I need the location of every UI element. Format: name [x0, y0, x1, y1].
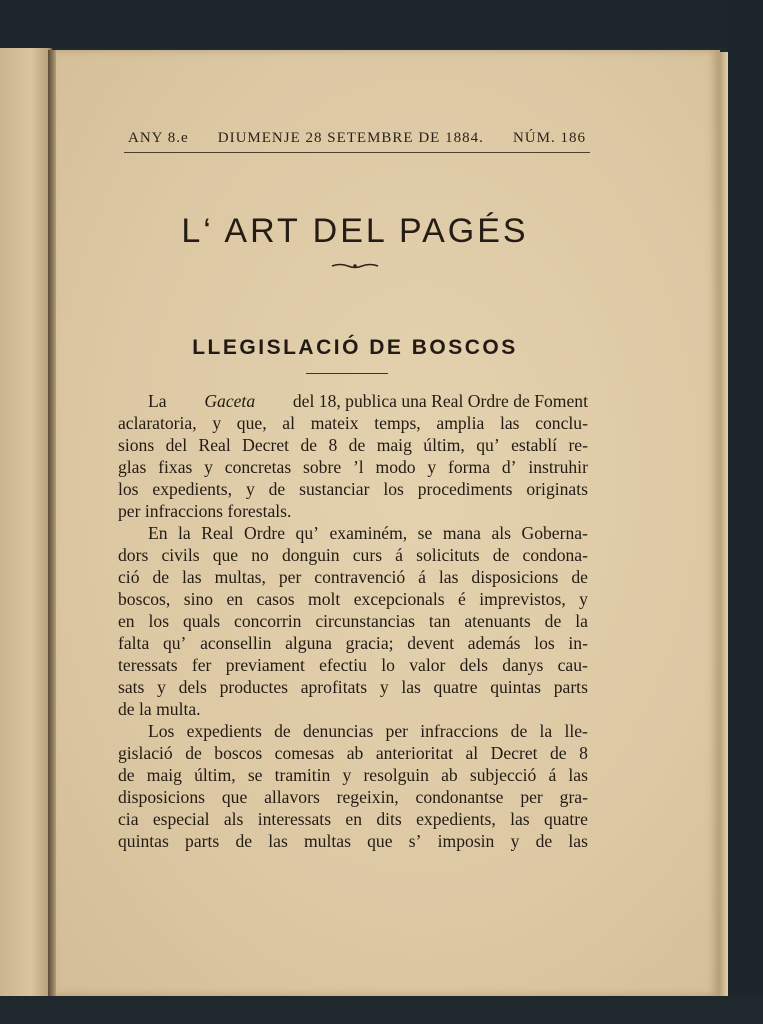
text-word: anterioritat — [375, 743, 453, 763]
text-word: falta — [118, 633, 150, 653]
text-word: los — [534, 633, 555, 653]
text-word: efectiu — [319, 655, 367, 675]
text-word: productes — [219, 677, 288, 697]
text-word: de — [535, 831, 553, 851]
text-word: per — [385, 721, 409, 741]
text-word: sino — [183, 589, 214, 609]
text-line — [118, 390, 588, 412]
running-header — [128, 130, 586, 147]
text-word: lo — [381, 655, 395, 675]
text-word: devent — [407, 633, 455, 653]
text-word: en — [345, 809, 362, 829]
text-word: además — [467, 633, 521, 653]
text-word: lle- — [564, 721, 588, 741]
text-word: contravenció — [314, 567, 406, 587]
text-line — [118, 786, 588, 808]
text-word: quintas — [490, 677, 542, 697]
text-word: teressats — [118, 655, 178, 675]
text-word: resolguin — [363, 765, 429, 785]
text-word: boscos — [214, 743, 263, 763]
issue-number: NÚM. 186 — [512, 130, 586, 146]
text-word: las — [401, 677, 421, 697]
text-word: ’l — [352, 457, 364, 477]
text-word: de — [510, 721, 528, 741]
text-word: aclaratoria, — [118, 413, 197, 433]
text-line — [118, 522, 588, 544]
text-word: de — [185, 743, 202, 763]
text-word: concretas — [224, 457, 292, 477]
text-word: disposicions — [471, 567, 559, 587]
section-rule — [306, 373, 388, 374]
text-word: y — [342, 765, 352, 785]
text-word: danys — [502, 655, 544, 675]
text-word: atenuants — [464, 611, 531, 631]
text-line — [118, 676, 588, 698]
text-word: casos — [256, 589, 295, 609]
text-word: dels — [178, 677, 207, 697]
text-word: que — [212, 545, 239, 565]
text-word: aprofitats — [300, 677, 368, 697]
text-word: denuncias — [302, 721, 374, 741]
text-word: y — [510, 831, 520, 851]
text-word: expedients, — [152, 479, 233, 499]
text-word: subjecció — [469, 765, 537, 785]
text-word: amplia — [436, 413, 485, 433]
text-word: previament — [225, 655, 305, 675]
text-line: per infraccions forestals. — [118, 501, 292, 521]
text-word: re- — [568, 435, 588, 455]
text-word: qu’ — [162, 633, 187, 653]
text-word: examiném, — [329, 523, 408, 543]
text-word: de — [268, 479, 286, 499]
text-word: quatre — [433, 677, 478, 697]
text-word: disposicions — [118, 787, 205, 807]
text-line — [118, 654, 588, 676]
text-word: y — [212, 413, 222, 433]
ornament-divider — [330, 260, 380, 272]
text-word: glas — [118, 457, 147, 477]
text-word: modo — [375, 457, 416, 477]
text-word: parts — [553, 677, 588, 697]
text-word: cau- — [557, 655, 588, 675]
text-word: excepcionals — [353, 589, 445, 609]
text-word: interessats — [257, 809, 332, 829]
text-word: 8 — [328, 435, 338, 455]
text-word: en — [118, 611, 135, 631]
section-title: LLEGISLACIÓ DE BOSCOS — [192, 336, 518, 359]
header-rule — [124, 152, 590, 153]
text-word: de — [571, 567, 588, 587]
text-word: per — [278, 567, 302, 587]
text-word: de — [152, 567, 170, 587]
text-word: d’ — [501, 457, 517, 477]
text-word: condona- — [522, 545, 588, 565]
text-word: la — [178, 523, 191, 543]
text-word: circunstancias — [315, 611, 415, 631]
text-word: imposin — [437, 831, 495, 851]
text-line — [118, 632, 588, 654]
text-line — [118, 412, 588, 434]
text-word: Los — [148, 721, 175, 741]
text-line — [118, 434, 588, 456]
text-line — [118, 742, 588, 764]
text-word: que — [221, 787, 248, 807]
text-word: ció — [118, 567, 140, 587]
text-word: los — [148, 611, 170, 631]
text-word: regeixin, — [336, 787, 399, 807]
text-word: ab — [441, 765, 458, 785]
text-word: curs — [352, 545, 383, 565]
text-word: dits — [376, 809, 402, 829]
text-word: que, — [236, 413, 267, 433]
text-word: parts — [185, 831, 220, 851]
text-word: civils — [161, 545, 200, 565]
text-word: gracia; — [345, 633, 394, 653]
text-word: y — [204, 457, 213, 477]
text-word: expedients — [186, 721, 262, 741]
text-word: aconsellin — [200, 633, 272, 653]
text-word: y — [427, 457, 437, 477]
text-word: cia — [118, 809, 139, 829]
text-word: boscos, — [118, 589, 171, 609]
text-word: de — [235, 831, 253, 851]
text-word: gra- — [559, 787, 588, 807]
text-word: las — [182, 567, 202, 587]
text-word: Goberna- — [521, 523, 588, 543]
article-body — [118, 390, 588, 852]
text-word: los — [383, 479, 404, 499]
text-word: en — [226, 589, 244, 609]
text-line — [118, 764, 588, 786]
text-segment: del 18, publica una Real Ordre de Foment — [292, 391, 588, 411]
text-line — [118, 478, 588, 500]
text-word: conclu- — [535, 413, 588, 433]
text-word: in- — [568, 633, 588, 653]
text-word: procediments — [417, 479, 513, 499]
text-word: 8 — [579, 743, 588, 763]
text-word: instruhir — [528, 457, 588, 477]
scanner-backdrop — [0, 0, 763, 48]
text-word: de — [118, 765, 135, 785]
text-word: y — [245, 479, 255, 499]
text-word: de — [492, 545, 510, 565]
text-word: dors — [118, 545, 149, 565]
text-word: las — [568, 831, 588, 851]
text-word: per — [520, 787, 543, 807]
text-word: s’ — [408, 831, 422, 851]
text-word: mana — [442, 523, 481, 543]
text-word: concorrin — [234, 611, 302, 631]
text-word: al — [465, 743, 479, 763]
text-word: valor — [409, 655, 446, 675]
text-word: á — [395, 545, 403, 565]
text-word: quals — [182, 611, 221, 631]
text-word: maig — [376, 435, 412, 455]
text-word: la — [539, 721, 553, 741]
text-word: que — [367, 831, 393, 851]
text-word: del — [165, 435, 188, 455]
text-line — [118, 588, 588, 610]
text-word: no — [251, 545, 269, 565]
text-word: sions — [118, 435, 155, 455]
text-word: Ordre — [244, 523, 286, 543]
text-word: fer — [191, 655, 212, 675]
text-word: alguna — [285, 633, 332, 653]
text-word: é — [458, 589, 466, 609]
text-word: y — [157, 677, 166, 697]
text-word: se — [417, 523, 433, 543]
text-word: últim, — [423, 435, 465, 455]
text-word: á — [548, 765, 557, 785]
text-word: establí — [511, 435, 558, 455]
issue-date: DIUMENJE 28 SETEMBRE DE 1884. — [217, 130, 484, 146]
text-word: á — [418, 567, 426, 587]
text-word: de — [300, 435, 318, 455]
text-word: quatre — [543, 809, 588, 829]
text-word: gislació — [118, 743, 173, 763]
text-word: y — [379, 677, 389, 697]
text-word: Real — [201, 523, 234, 543]
text-word: y — [579, 589, 588, 609]
text-word: sobre — [303, 457, 342, 477]
text-line — [118, 456, 588, 478]
text-word: tramitin — [274, 765, 331, 785]
text-word-italic: Gaceta — [204, 391, 256, 411]
text-word: multas, — [214, 567, 266, 587]
text-word: infraccions — [420, 721, 499, 741]
text-word: de — [550, 743, 567, 763]
text-word: donguin — [281, 545, 340, 565]
text-word: al — [282, 413, 295, 433]
text-word: los — [118, 479, 139, 499]
text-line — [118, 610, 588, 632]
text-word: molt — [308, 589, 341, 609]
text-word: expedients, — [416, 809, 496, 829]
text-word: solicituts — [416, 545, 480, 565]
text-word: als — [491, 523, 511, 543]
text-line — [118, 566, 588, 588]
text-word: comesas — [274, 743, 335, 763]
text-word: dels — [459, 655, 489, 675]
text-word: mateix — [310, 413, 359, 433]
text-word: de — [274, 721, 291, 741]
scanner-backdrop-right — [727, 0, 763, 1024]
text-word: qu’ — [295, 523, 319, 543]
text-word: de — [348, 435, 366, 455]
text-word: temps, — [374, 413, 421, 433]
text-line — [118, 808, 588, 830]
text-word: tan — [428, 611, 451, 631]
text-word: quintas — [118, 831, 169, 851]
text-word: la — [575, 611, 588, 631]
text-line — [118, 830, 588, 852]
text-word: als — [223, 809, 244, 829]
text-word: últim, — [194, 765, 236, 785]
text-line: de la multa. — [118, 699, 201, 719]
left-page-edge — [0, 48, 52, 998]
text-word: las — [268, 831, 288, 851]
text-word: maig — [146, 765, 182, 785]
text-word: multas — [304, 831, 351, 851]
text-word: Decret — [490, 743, 538, 763]
scanner-backdrop-bottom — [0, 996, 763, 1024]
text-word: qu’ — [476, 435, 500, 455]
publication-title: L‘ ART DEL PAGÉS — [181, 212, 529, 250]
text-word: fixas — [158, 457, 193, 477]
text-word: originats — [526, 479, 588, 499]
text-word: especial — [152, 809, 210, 829]
text-word: Decret — [242, 435, 290, 455]
text-word: En — [148, 523, 168, 543]
text-word: se — [247, 765, 263, 785]
text-word: imprevistos, — [479, 589, 566, 609]
text-word: allavors — [264, 787, 320, 807]
text-word: Real — [198, 435, 231, 455]
text-word: las — [510, 809, 530, 829]
text-word: condonantse — [415, 787, 504, 807]
text-word: sustanciar — [299, 479, 370, 499]
text-word: las — [568, 765, 588, 785]
text-word: de — [544, 611, 562, 631]
text-word: las — [499, 413, 520, 433]
text-word: forma — [448, 457, 491, 477]
text-line — [118, 720, 588, 742]
text-word: La — [148, 391, 167, 411]
issue-year: ANY 8.e — [128, 130, 189, 146]
text-line — [118, 544, 588, 566]
text-word: las — [438, 567, 459, 587]
text-word: ab — [346, 743, 364, 763]
text-word: sats — [118, 677, 145, 697]
